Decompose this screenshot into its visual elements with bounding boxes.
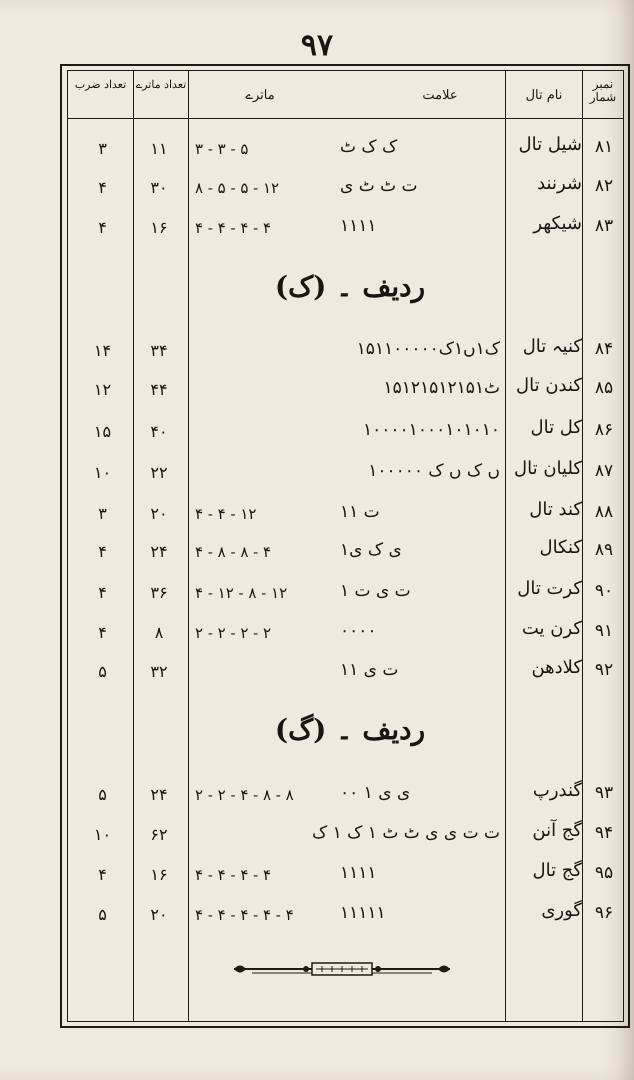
zarb-count: ۴	[98, 865, 107, 884]
tal-name: شیل تال	[518, 134, 582, 155]
tal-matre: ۴ - ۴ - ۴ - ۴ - ۴	[195, 906, 294, 924]
tal-alamat: ک ک ٹ	[340, 137, 398, 157]
tal-alamat: ی ی ۱ ۰۰	[340, 783, 411, 803]
tal-alamat: ت ۱۱	[340, 502, 380, 522]
tal-name: کنیہ تال	[522, 336, 582, 357]
tal-name: کرن یت	[521, 618, 582, 639]
header-serial: نمبر شمار	[589, 77, 617, 104]
tal-name: کلادھن	[531, 657, 582, 678]
zarb-count: ۴	[98, 178, 107, 197]
matre-count: ۳۴	[150, 341, 168, 360]
tal-alamat: ۰۰۰۰	[340, 621, 377, 641]
matre-count: ۱۱	[150, 139, 168, 158]
zarb-count: ۴	[98, 623, 107, 642]
header-zarb-count: تعداد ضرب	[74, 78, 127, 91]
row-number: ۸۳	[594, 216, 614, 236]
tal-matre: ۳ - ۳ - ۵	[195, 140, 249, 158]
matre-count: ۳۲	[150, 662, 168, 681]
row-number: ۹۴	[594, 823, 614, 843]
matre-count: ۱۶	[150, 218, 168, 237]
matre-count: ۲۲	[150, 463, 168, 482]
matre-count: ۳۶	[150, 583, 168, 602]
row-number: ۸۷	[594, 461, 614, 481]
tal-name: گندرپ	[532, 780, 582, 801]
section-heading-gaf: ردیف ۔ (گ)	[274, 713, 426, 746]
tal-matre: ۴ - ۸ - ۸ - ۴	[195, 543, 272, 561]
tal-alamat: ت ی ت ۱	[340, 581, 411, 601]
zarb-count: ۵	[98, 662, 107, 681]
section-heading-kaf: ردیف ۔ (ک)	[274, 270, 426, 303]
row-number: ۸۶	[594, 420, 614, 440]
row-number: ۸۵	[594, 378, 614, 398]
column-divider	[188, 70, 189, 1022]
tal-name: گج آنن	[532, 820, 582, 841]
matre-count: ۶۲	[150, 825, 168, 844]
tal-name: شرنند	[537, 173, 582, 194]
tal-alamat: ۱۱۱۱	[340, 863, 377, 883]
row-number: ۸۴	[594, 339, 614, 359]
header-alamat: علامت	[422, 88, 458, 103]
matre-count: ۳۰	[150, 178, 168, 197]
tal-matre: ۸ - ۵ - ۵ - ۱۲	[195, 179, 280, 197]
tal-alamat: ۱ی ک ی	[340, 540, 402, 560]
header-name: نام تال	[525, 88, 563, 103]
tal-alamat: ۱۰۰۰۰۱۰۰۰۱۰۱۰۱۰	[363, 420, 500, 440]
matre-count: ۲۰	[150, 504, 168, 523]
page-number: ۹۷	[300, 28, 334, 63]
tal-alamat: ۱۱۱۱۱	[340, 903, 386, 923]
zarb-count: ۴	[98, 218, 107, 237]
tal-name: کلیان تال	[514, 458, 582, 479]
decorative-flourish-icon	[232, 960, 452, 978]
matre-count: ۱۶	[150, 865, 168, 884]
zarb-count: ۴	[98, 542, 107, 561]
row-number: ۸۲	[594, 176, 614, 196]
tal-matre: ۴ - ۴ - ۱۲	[195, 505, 257, 523]
matre-count: ۴۴	[150, 380, 168, 399]
row-number: ۹۵	[594, 863, 614, 883]
tal-matre: ۲ - ۲ - ۲ - ۲	[195, 624, 272, 642]
header-matre-count: تعداد ماترے	[135, 78, 187, 91]
row-number: ۹۱	[594, 621, 614, 641]
tal-name: گج تال	[532, 860, 582, 881]
tal-alamat: ت ٹ ٹ ی	[340, 176, 418, 196]
zarb-count: ۱۴	[93, 341, 112, 360]
tal-alamat: ت ت ی ی ٹ ٹ ۱ ک ۱ ک	[312, 823, 500, 843]
zarb-count: ۴	[98, 583, 107, 602]
tal-matre: ۴ - ۴ - ۴ - ۴	[195, 866, 272, 884]
header-matre: ماترے	[245, 88, 275, 103]
tal-alamat: ۱۰۰۰ں ک ں ک ۰۰	[368, 461, 500, 481]
tal-matre: ۲ - ۲ - ۴ - ۸ - ۸	[195, 786, 294, 804]
matre-count: ۸	[154, 623, 164, 642]
tal-name: گوری	[541, 900, 582, 921]
row-number: ۸۹	[594, 540, 614, 560]
row-number: ۹۶	[594, 903, 614, 923]
tal-matre: ۴ - ۱۲ - ۸ - ۱۲	[195, 584, 288, 602]
tal-alamat: ٹ۱۵۱۲۱۵۱۲۱۵۱	[383, 378, 500, 398]
zarb-count: ۵	[98, 785, 107, 804]
tal-name: کندن تال	[516, 375, 582, 396]
tal-name: کنکال	[539, 537, 582, 558]
row-number: ۸۱	[594, 137, 614, 157]
zarb-count: ۱۰	[93, 463, 112, 482]
matre-count: ۲۴	[150, 785, 168, 804]
zarb-count: ۱۵	[93, 422, 112, 441]
matre-count: ۲۴	[150, 542, 168, 561]
zarb-count: ۱۲	[93, 380, 112, 399]
zarb-count: ۵	[98, 905, 107, 924]
tal-alamat: ت ی ۱۱	[340, 660, 399, 680]
tal-alamat: ۱۱۱۱	[340, 216, 377, 236]
tal-name: کرت تال	[517, 578, 582, 599]
tal-name: کل تال	[530, 417, 582, 438]
zarb-count: ۳	[98, 139, 107, 158]
matre-count: ۴۰	[150, 422, 168, 441]
zarb-count: ۱۰	[93, 825, 112, 844]
tal-name: کند تال	[529, 499, 582, 520]
zarb-count: ۳	[98, 504, 107, 523]
row-number: ۹۲	[594, 660, 614, 680]
tal-matre: ۴ - ۴ - ۴ - ۴	[195, 219, 272, 237]
tal-alamat: ۱۵۱ک۱ں۱ک۱۰۰۰۰۰	[356, 339, 500, 359]
row-number: ۹۰	[594, 581, 614, 601]
row-number: ۸۸	[594, 502, 614, 522]
row-number: ۹۳	[594, 783, 614, 803]
matre-count: ۲۰	[150, 905, 168, 924]
tal-name: شیکھر	[533, 213, 582, 234]
